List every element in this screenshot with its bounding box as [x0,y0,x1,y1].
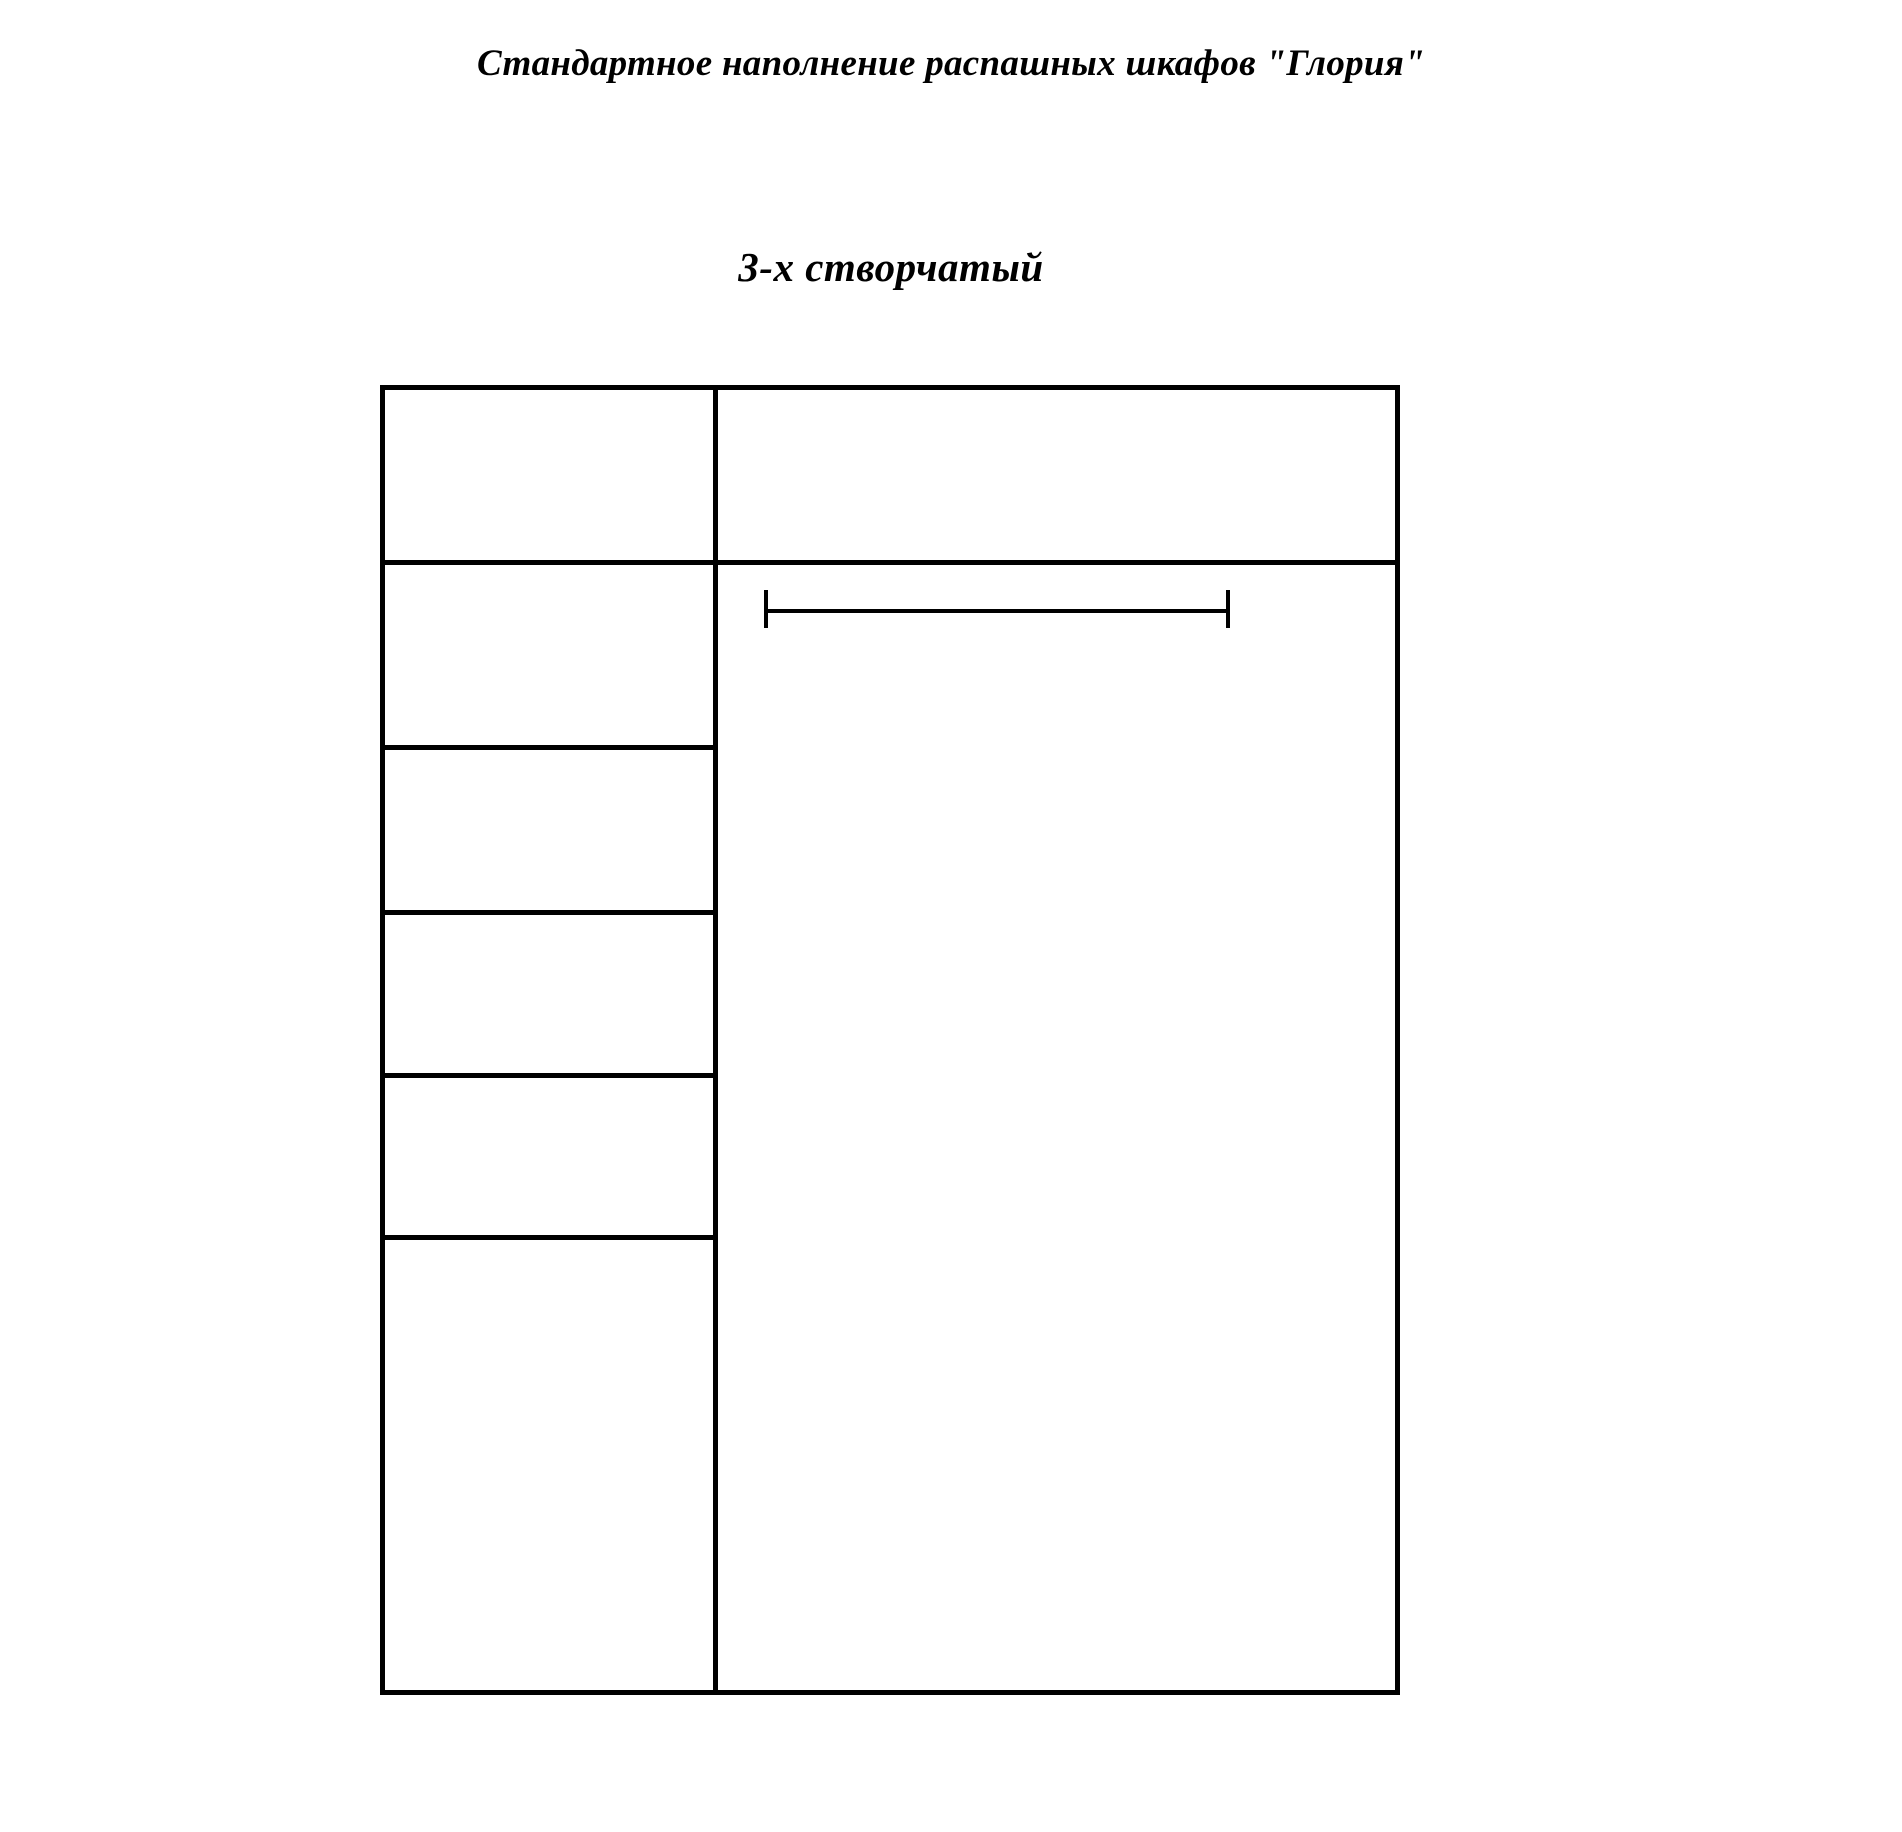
shelf-divider-4 [385,1235,713,1240]
compartment-label-3 [385,390,386,391]
right-compartment-label-0 [718,390,719,391]
compartment-label-1 [385,390,386,391]
compartment-label-4 [385,390,386,391]
shelf-divider-3 [385,1073,713,1078]
compartment-label-2 [385,390,386,391]
shelf-divider-1 [385,745,713,750]
hanging-rail-right-bracket [1226,590,1230,628]
right-compartment-label-1 [718,390,719,391]
wardrobe-diagram [380,385,1400,1695]
page-title: Стандартное наполнение распашных шкафов "Глория" [476,43,1426,84]
right-hanging-column [718,390,1395,1690]
section-title: 3-х створчатый [738,244,1044,290]
left-shelf-column [385,390,718,1690]
compartment-label-5 [385,390,386,391]
hanging-rail [766,609,1228,613]
shelf-divider-2 [385,910,713,915]
hanging-rail-left-bracket [764,590,768,628]
compartment-label-0 [385,390,386,391]
hanging-rail-label [718,390,719,391]
